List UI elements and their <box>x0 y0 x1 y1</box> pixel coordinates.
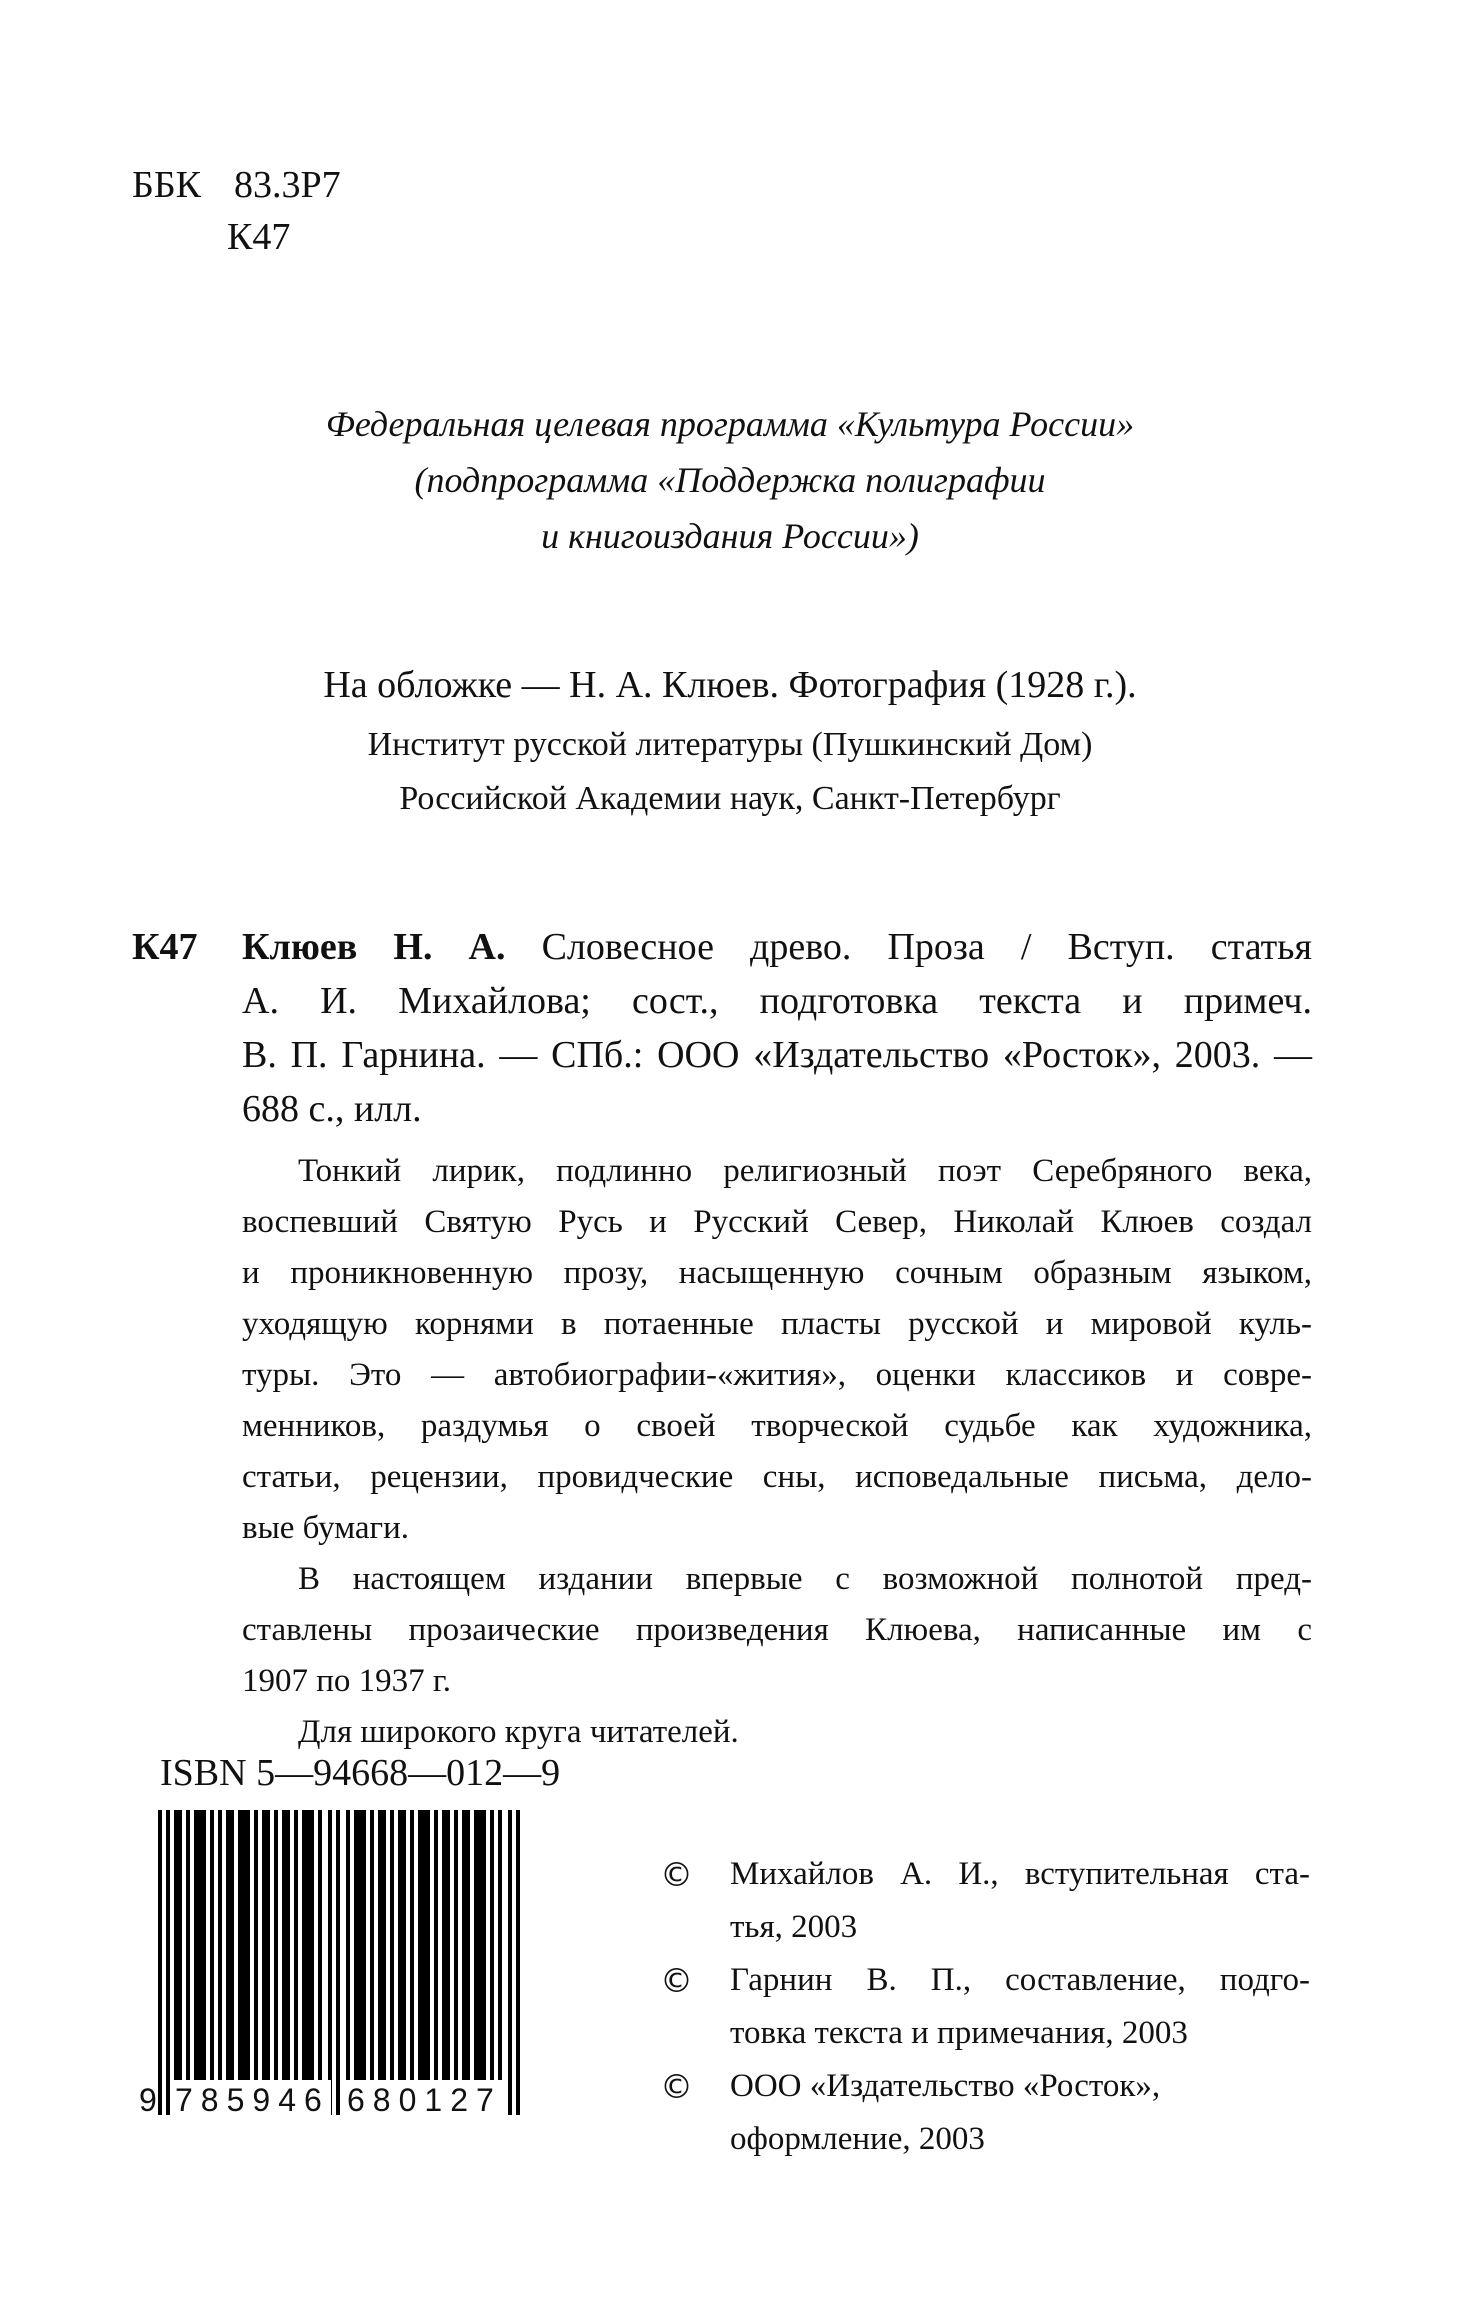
barcode-image <box>138 1810 538 2115</box>
annotation <box>242 1146 1312 1758</box>
annotation-line: В настоящем издании впервые с возможной полнотой пред- <box>298 1561 1312 1597</box>
copyright-icon: © <box>660 1855 693 1894</box>
bibliographic-mark: К47 <box>132 926 198 968</box>
annotation-line: уходящую корнями в потаенные пласты русской и мировой куль- <box>242 1306 1312 1342</box>
biblio-author: Клюев Н. А. <box>242 926 506 968</box>
copyright-item <box>660 1848 1310 1954</box>
annotation-line: вые бумаги. <box>242 1510 409 1546</box>
biblio-line-4: 688 с., илл. <box>242 1088 422 1130</box>
isbn: ISBN 5—94668—012—9 <box>160 1752 561 1794</box>
bbk-code: 83.3Р7 <box>234 164 341 206</box>
copyright-block <box>660 1848 1310 2166</box>
annotation-line: туры. Это — автобиографии-«жития», оценки классиков и совре- <box>242 1357 1312 1393</box>
institute-line-2: Российской Академии наук, Санкт-Петербург <box>399 780 1061 817</box>
copyright-line: оформление, 2003 <box>730 2121 985 2157</box>
annotation-line: ставлены прозаические произведения Клюева, написанные им с <box>242 1612 1312 1648</box>
bbk-label: ББК <box>132 164 201 206</box>
bbk-line <box>132 160 341 210</box>
annotation-line: и проникновенную прозу, насыщенную сочным образным языком, <box>242 1255 1312 1291</box>
annotation-line: 1907 по 1937 г. <box>242 1663 451 1699</box>
barcode-digits <box>138 2080 538 2124</box>
program-line-1: Федеральная целевая программа «Культура России» <box>325 404 1135 444</box>
annotation-line: Тонкий лирик, подлинно религиозный поэт Серебряного века, <box>298 1153 1312 1189</box>
barcode-digits-right: 680127 <box>347 2082 502 2118</box>
copyright-item <box>660 2060 1310 2166</box>
biblio-title: Словесное древо. Проза / Вступ. статья <box>541 926 1312 968</box>
copyright-line: ООО «Издательство «Росток», <box>730 2068 1161 2104</box>
barcode-digits-left: 785946 <box>175 2082 330 2118</box>
cover-note: На обложке — Н. А. Клюев. Фотография (1928 г.). <box>323 664 1137 706</box>
annotation-line: статьи, рецензии, провидческие сны, исповедальные письма, дело- <box>242 1459 1312 1495</box>
barcode-digit-lead: 9 <box>139 2082 157 2118</box>
copyright-icon: © <box>660 2067 693 2106</box>
copyright-line: товка текста и примечания, 2003 <box>730 2015 1188 2051</box>
bibliographic-record <box>242 920 1312 1136</box>
annotation-line: воспевший Святую Русь и Русский Север, Николай Клюев создал <box>242 1204 1312 1240</box>
copyright-line: тья, 2003 <box>730 1909 858 1945</box>
copyright-line: Гарнин В. П., составление, подго- <box>730 1962 1310 1998</box>
annotation-audience: Для широкого круга читателей. <box>298 1714 739 1750</box>
program-line-3: и книгоиздания России») <box>541 516 919 556</box>
institute-line-1: Институт русской литературы (Пушкинский Дом) <box>367 726 1093 763</box>
copyright-line: Михайлов А. И., вступительная ста- <box>730 1856 1310 1892</box>
author-mark: К47 <box>227 216 291 258</box>
biblio-line-2: А. И. Михайлова; сост., подготовка текста и примеч. <box>242 980 1312 1022</box>
copyright-item <box>660 1954 1310 2060</box>
annotation-line: менников, раздумья о своей творческой судьбе как художника, <box>242 1408 1312 1444</box>
copyright-icon: © <box>660 1961 693 2000</box>
biblio-line-3: В. П. Гарнина. — СПб.: ООО «Издательство «Росток», 2003. — <box>242 1034 1312 1076</box>
program-line-2: (подпрограмма «Поддержка полиграфии <box>414 460 1046 500</box>
biblio-line-1 <box>242 920 1312 974</box>
